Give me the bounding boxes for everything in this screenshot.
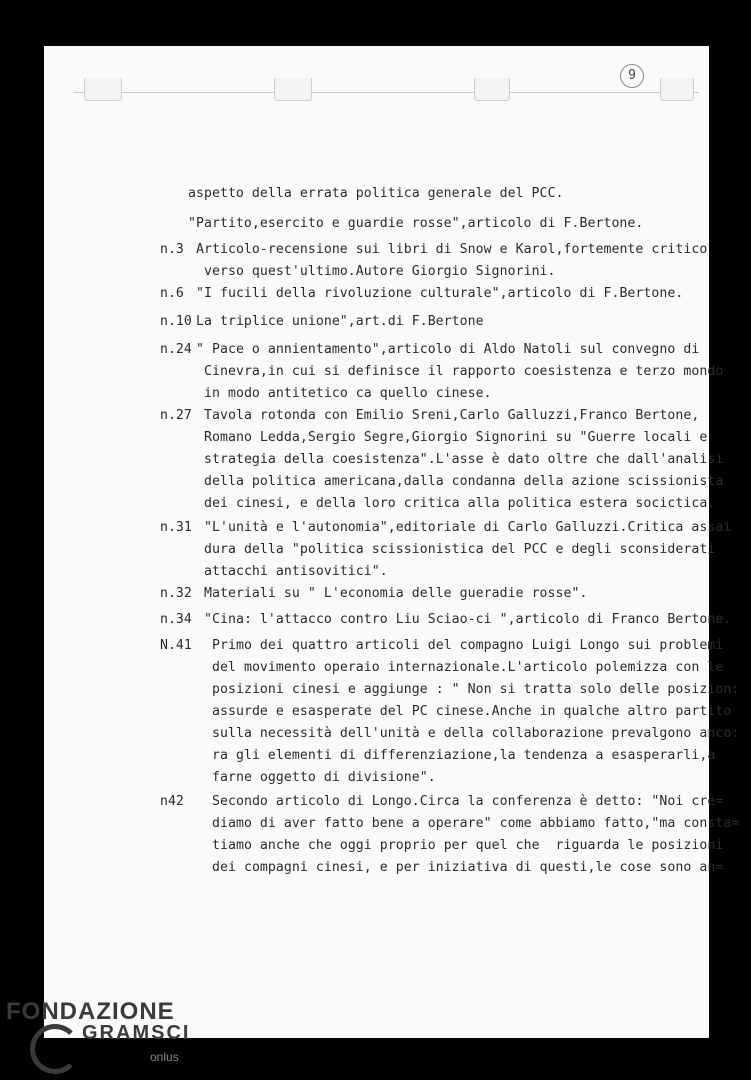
binder-tab [274, 78, 312, 101]
entry-line: Romano Ledda,Sergio Segre,Giorgio Signorini su "Guerre locali e [204, 430, 708, 445]
entry-line: Cinevra,in cui si definisce il rapporto coesistenza e terzo mondo [204, 364, 724, 379]
entry-line: sulla necessità dell'unità e della collaborazione prevalgono anco: [212, 726, 740, 741]
entry-line: dei cinesi, e della loro critica alla politica estera socictica. [204, 496, 716, 511]
entry-number: n.32 [160, 586, 192, 601]
gramsci-logo-icon [30, 1024, 80, 1074]
binder-tab [474, 78, 510, 101]
binder-tab [660, 78, 694, 101]
entry-line: posizioni cinesi e aggiunge : " Non si tratta solo delle posizion: [212, 682, 740, 697]
entry-line: "I fucili della rivoluzione culturale",articolo di F.Bertone. [196, 286, 684, 301]
document-page [44, 46, 740, 1038]
entry-line: Articolo-recensione sui libri di Snow e Karol,fortemente critico [196, 242, 708, 257]
entry-line: dura della "politica scissionistica del PCC e degli sconsiderati [204, 542, 716, 557]
intro-line-2: "Partito,esercito e guardie rosse",articolo di F.Bertone. [188, 216, 644, 231]
entry-line: diamo di aver fatto bene a operare" come abbiamo fatto,"ma consta= [212, 816, 740, 831]
intro-line-1: aspetto della errata politica generale del PCC. [188, 186, 564, 201]
entry-line: dei compagni cinesi, e per iniziativa di questi,le cose sono an= [212, 860, 724, 875]
entry-line: "Cina: l'attacco contro Liu Sciao-ci ",articolo di Franco Bertone. [204, 612, 732, 627]
entry-number: N.41 [160, 638, 192, 653]
entry-line: Materiali su " L'economia delle gueradie rosse". [204, 586, 588, 601]
entry-number: n.3 [160, 242, 184, 257]
entry-line: della politica americana,dalla condanna della azione scissionista [204, 474, 724, 489]
watermark-onlus: onlus [150, 1050, 179, 1064]
entry-number: n.6 [160, 286, 184, 301]
entry-line: in modo antitetico ca quello cinese. [204, 386, 492, 401]
entry-number: n.10 [160, 314, 192, 329]
page-number: 9 [620, 64, 644, 88]
entry-line: " Pace o annientamento",articolo di Aldo Natoli sul convegno di [196, 342, 700, 357]
entry-line: strategia della coesistenza".L'asse è dato oltre che dall'analisi [204, 452, 724, 467]
entry-line: assurde e esasperate del PC cinese.Anche in qualche altro partito [212, 704, 732, 719]
entry-number: n.24 [160, 342, 192, 357]
watermark-foundation: FONDAZIONE [6, 998, 175, 1025]
entry-number: n.27 [160, 408, 192, 423]
entry-line: attacchi antisovitici". [204, 564, 388, 579]
entry-line: La triplice unione",art.di F.Bertone [196, 314, 484, 329]
binder-tabs [44, 46, 709, 106]
entry-number: n42 [160, 794, 184, 809]
entry-line: Primo dei quattro articoli del compagno Luigi Longo sui problemi [212, 638, 724, 653]
entry-number: n.31 [160, 520, 192, 535]
entry-line: tiamo anche che oggi proprio per quel che riguarda le posizioni [212, 838, 724, 853]
binder-tab [84, 78, 122, 101]
entry-line: "L'unità e l'autonomia",editoriale di Carlo Galluzzi.Critica assai [204, 520, 732, 535]
entry-line: Secondo articolo di Longo.Circa la conferenza è detto: "Noi cre= [212, 794, 724, 809]
entry-line: verso quest'ultimo.Autore Giorgio Signorini. [204, 264, 556, 279]
entry-line: del movimento operaio internazionale.L'articolo polemizza con le [212, 660, 724, 675]
watermark-gramsci: GRAMSCI [82, 1022, 191, 1044]
entry-line: ra gli elementi di differenziazione,la tendenza a esasperarli,a [212, 748, 716, 763]
entry-line: Tavola rotonda con Emilio Sreni,Carlo Galluzzi,Franco Bertone, [204, 408, 700, 423]
entry-line: farne oggetto di divisione". [212, 770, 436, 785]
tab-rule [74, 92, 699, 93]
entry-number: n.34 [160, 612, 192, 627]
